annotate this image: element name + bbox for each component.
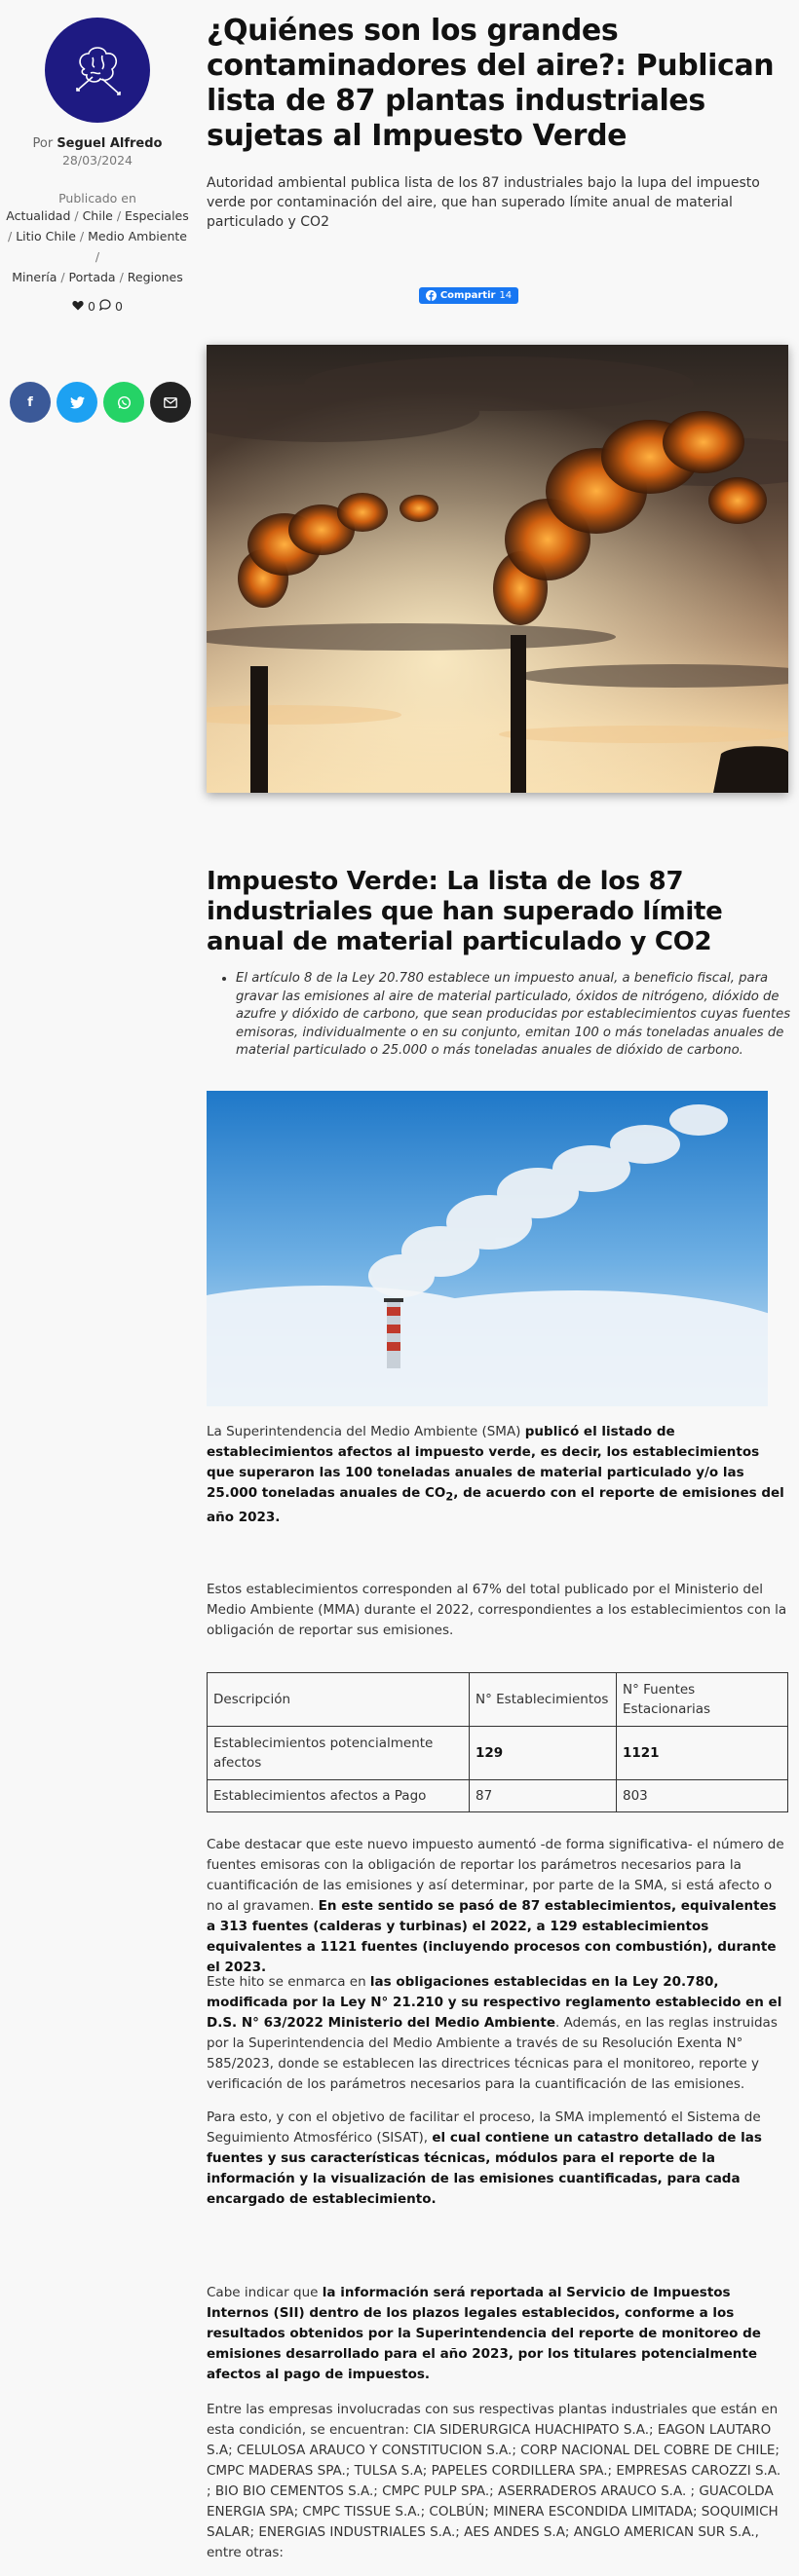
table-header-cell: N° Fuentes Estacionarias xyxy=(617,1673,788,1727)
table-cell: 803 xyxy=(617,1780,788,1812)
article-lead: Autoridad ambiental publica lista de los 87 industriales bajo la lupa del impuesto verde por contaminación del aire, que han superado límite anual de material particulado y CO2 xyxy=(207,175,760,230)
paragraph-text: Cabe destacar que este nuevo impuesto aumentó -de forma significativa- el número de fuentes emisoras con la obligación de reportar los parámetros necesarios para la cuantificación de las emisiones y así determinar, por parte de la SMA, si está afecto o no al gravamen. xyxy=(207,1837,784,1914)
share-facebook-button[interactable] xyxy=(10,382,51,423)
paragraph-sii xyxy=(207,2283,787,2385)
category-link[interactable]: Minería xyxy=(12,270,57,284)
law-bullet-item: • El artículo 8 de la Ley 20.780 establece un impuesto anual, a beneficio fiscal, para gravar las emisiones al aire de material particulado, óxidos de nitrógeno, dióxido de azufre y dióxido de carbono, que sean producidas por establecimientos cuyas fuentes emisoras, individualmente o en su conjunto, emitan 100 o más toneladas anuales de material particulado o 25.000 o más toneladas anuales de dióxido de carbono. xyxy=(236,970,799,1061)
chimney-clouds-image xyxy=(207,1091,768,1406)
co2-subscript: 2 xyxy=(445,1490,454,1504)
share-bar xyxy=(10,382,191,423)
fb-share-button[interactable] xyxy=(419,287,518,304)
paragraph-text: Cabe indicar que xyxy=(207,2285,323,2300)
table-row xyxy=(208,1780,788,1812)
email-icon xyxy=(164,397,177,408)
paragraph-bold: las obligaciones establecidas en la Ley 20.780, modificada por la Ley N° 21.210 y su respectivo reglamento establecido en el D.S. N° 63/2022 Ministerio del Medio Ambiente xyxy=(207,1974,782,2031)
likes-count: 0 xyxy=(88,299,95,314)
hero-smokestacks-image xyxy=(207,345,788,793)
table-header-row xyxy=(208,1673,788,1727)
paragraph-percent: Estos establecimientos corresponden al 67% del total publicado por el Ministerio del Medio Ambiente (MMA) durante el 2022, correspondientes a los establecimientos con la obligación de reportar sus emisiones. xyxy=(207,1582,787,1638)
share-twitter-button[interactable] xyxy=(57,382,97,423)
paragraph-companies: Entre las empresas involucradas con sus respectivas plantas industriales que están en esta condición, se encuentran: CIA SIDERURGICA HUACHIPATO S.A.; EAGON LAUTARO S.A; CELULOSA ARAUCO Y CONSTITUCION S.A.; CORP NACIONAL DEL COBRE DE CHILE; CMPC MADERAS SPA.; TULSA S.A; PAPELES CORDILLERA SPA.; EMPRESAS CAROZZI S.A. ; BIO BIO CEMENTOS S.A.; CMPC PULP SPA.; ASERRADEROS ARAUCO S.A. ; GUACOLDA ENERGIA SPA; CMPC TISSUE S.A.; COLBÚN; MINERA ESCONDIDA LIMITADA; SOQUIMICH SALAR; ENERGIAS INDUSTRIALES S.A.; AES ANDES S.A; ANGLO AMERICAN SUR S.A., entre otras: xyxy=(207,2402,781,2560)
article-title: ¿Quiénes son los grandes contaminadores del aire?: Publican lista de 87 plantas industriales sujetas al Impuesto Verde xyxy=(207,14,775,153)
article-header xyxy=(207,14,789,305)
paragraph-text: Este hito se enmarca en xyxy=(207,1974,370,1990)
heart-icon[interactable] xyxy=(72,299,84,314)
paragraph-text: Para esto, y con el objetivo de facilitar el proceso, la SMA implementó el Sistema de Seguimiento Atmosférico (SISAT), xyxy=(207,2109,761,2146)
paragraph-bold: publicó el listado de establecimientos afectos al impuesto verde, es decir, los establecimientos que superaron las 100 toneladas anuales de material particulado y/o las 25.000 toneladas anuales de CO xyxy=(207,1424,760,1501)
paragraph-text: La Superintendencia del Medio Ambiente (SMA) xyxy=(207,1424,525,1439)
fb-share-label: Compartir xyxy=(439,290,496,301)
author-meta xyxy=(0,18,195,314)
fb-share-row xyxy=(207,286,789,305)
comments-count: 0 xyxy=(115,299,123,314)
paragraph-text: . Además, en las reglas instruidas por la Superintendencia del Medio Ambiente a través de su Resolución Exenta N° 585/2023, donde se establecen las directrices técnicas para el monitoreo, reporte y verificación de los parámetros necesarios para la cuantificación de las emisiones. xyxy=(207,2015,778,2092)
category-link[interactable]: Actualidad xyxy=(6,208,71,223)
share-whatsapp-button[interactable] xyxy=(103,382,144,423)
category-link[interactable]: Portada xyxy=(68,270,116,284)
paragraph-bold: la información será reportada al Servicio de Impuestos Internos (SII) dentro de los plazos legales establecidos, conforme a los resultados obtenidos por la Superintendencia del reporte de monitoreo de emisiones desarrollado para el año 2023, por los titulares potencialmente afectos al pago de impuestos. xyxy=(207,2285,761,2382)
table-cell: 129 xyxy=(470,1727,617,1780)
table-row xyxy=(208,1727,788,1780)
fb-share-count: 14 xyxy=(499,290,513,301)
avatar[interactable] xyxy=(45,18,150,123)
category-link[interactable]: Medio Ambiente xyxy=(88,229,187,243)
reaction-counts xyxy=(0,299,195,314)
publish-date: 28/03/2024 xyxy=(61,153,133,168)
law-bullet-list xyxy=(216,970,799,1061)
published-label: Publicado en xyxy=(58,191,136,205)
paragraph-bold: el cual contiene un catastro detallado de las fuentes y sus características técnicas, módulos para el reporte de la información y la visualización de las emisiones cuantificadas, para cada encargado de establecimiento. xyxy=(207,2130,762,2207)
byline-prefix: Por xyxy=(32,136,54,151)
category-link[interactable]: Regiones xyxy=(127,270,183,284)
paragraph-bold: En este sentido se pasó de 87 establecimientos, equivalentes a 313 fuentes (calderas y turbinas) el 2022, a 129 establecimientos equivalentes a 1121 fuentes (incluyendo procesos con combustión), durante el 2023. xyxy=(207,1898,777,1975)
byline xyxy=(0,136,195,151)
section-heading: Impuesto Verde: La lista de los 87 industriales que han superado límite anual de material particulado y CO2 xyxy=(207,867,723,956)
paragraph-law xyxy=(207,1972,787,2095)
table-cell: 1121 xyxy=(617,1727,788,1780)
paragraph-increase xyxy=(207,1835,787,1978)
table-header-cell: Descripción xyxy=(208,1673,470,1727)
table-cell: Establecimientos afectos a Pago xyxy=(208,1780,470,1812)
comment-icon[interactable] xyxy=(99,299,111,314)
paragraph-sma xyxy=(207,1422,787,1528)
facebook-icon xyxy=(426,290,437,301)
table-cell: Establecimientos potencialmente afectos xyxy=(208,1727,470,1780)
twitter-icon xyxy=(70,396,85,409)
facebook-icon: f xyxy=(27,394,33,410)
paragraph-bold: , de acuerdo con el reporte de emisiones del año 2023. xyxy=(207,1485,784,1525)
category-link[interactable]: Chile xyxy=(82,208,113,223)
brain-logo-icon xyxy=(63,36,132,104)
table-cell: 87 xyxy=(470,1780,617,1812)
whatsapp-icon xyxy=(117,395,132,410)
category-list: Actualidad / Chile / Especiales / Litio Chile / Medio Ambiente / Minería / Portada / Regiones xyxy=(6,208,189,284)
paragraph-sisat xyxy=(207,2108,787,2210)
share-email-button[interactable] xyxy=(150,382,191,423)
author-name[interactable]: Seguel Alfredo xyxy=(57,136,163,151)
table-header-cell: N° Establecimientos xyxy=(470,1673,617,1727)
category-link[interactable]: Litio Chile xyxy=(16,229,76,243)
category-link[interactable]: Especiales xyxy=(125,208,189,223)
establishments-table xyxy=(207,1672,788,1812)
